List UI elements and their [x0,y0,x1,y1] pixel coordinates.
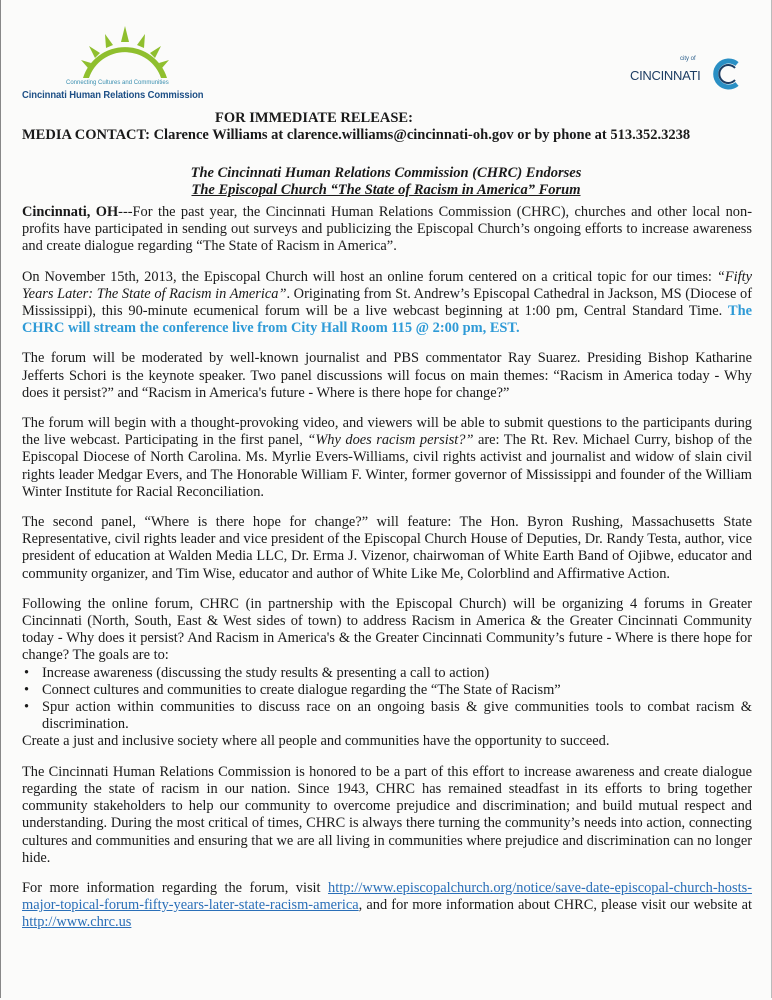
goal-item: • Connect cultures and communities to create dialogue regarding the “The State of Racism” [22,682,752,699]
stream-announcement: The CHRC will stream the conference live from City Hall Room 115 @ 2:00 pm, EST. [22,303,752,337]
press-release-title [0,165,772,199]
org-name: Cincinnati Human Relations Commission [22,89,204,101]
paragraph-event [22,269,752,338]
title-line-1: The Cincinnati Human Relations Commission (CHRC) Endorses [190,165,582,181]
paragraph-second-panel: The second panel, “Where is there hope for change?” will feature: The Hon. Byron Rushing, Massachusetts State Representative, civil rights leader and vice president of the Episcopal Church House of Deputies, Dr. Randy Testa, author, vice president of education at Walden Media LLC, Dr. Erma J. Vizenor, chairwoman of White Earth Band of Ojibwe, educator and community organizer, and Tim Wise, educator and author of White Like Me, Colorblind and Affirmative Action. [22,514,752,582]
paragraph-more-info [22,880,752,932]
release-header [0,110,772,144]
paragraph-chrc: The Cincinnati Human Relations Commission is honored to be a part of this effort to increase awareness and create dialogue regarding the state of racism in our nation. Since 1943, CHRC has remained steadfast in its efforts to bring together community stakeholders to help our community to overcome prejudice and discrimination; and build mutual respect and understanding. During the most critical of times, CHRC is always there turning the community’s needs into action, connecting cultures and communities and ensuring that we are all living in communities where prejudice and discrimination can no longer hide. [22,763,752,866]
release-label: FOR IMMEDIATE RELEASE: [215,110,413,126]
title-line-2: The Episcopal Church “The State of Racism in America” Forum [191,182,581,198]
sunburst-icon [75,26,175,81]
panel1-text-a: The forum will begin with a thought-provoking video, and viewers will be able to submit questions to the participants during the live webcast. Participating in the first panel, [22,415,752,449]
goal-item: • Spur action within communities to discuss race on an ongoing basis & give communities tools to combat racism & discrimination. [22,699,752,733]
city-name: CINCINNATI [630,68,701,83]
episcopal-forum-link[interactable]: http://www.episcopalchurch.org/notice/save-date-episcopal-church-hosts-major-topical-forum-fifty-years-later-state-racism-america [22,879,752,914]
paragraph-moderator: The forum will be moderated by well-known journalist and PBS commentator Ray Suarez. Presiding Bishop Katharine Jefferts Schori is the keynote speaker. Two panel discussions will focus on main themes: “Racism in America today - Why does it persist?” and “Racism in America's future - Where is there hope for change?” [22,350,752,401]
city-of-label: city of [680,56,696,62]
chrc-website-link[interactable]: http://www.chrc.us [22,914,132,931]
panel1-title: “Why does racism persist?” [307,432,474,449]
city-of-cincinnati-logo [628,56,748,96]
goal-closing: Create a just and inclusive society where all people and communities have the opportunity to succeed. [22,733,610,750]
event-text-b: . Originating from St. Andrew’s Episcopal Cathedral in Jackson, MS (Diocese of Mississippi), this 90-minute ecumenical forum will be a live webcast beginning at 1:00 pm, Central Standard Time. [22,285,753,320]
panel1-text-b: are: The Rt. Rev. Michael Curry, bishop of the Episcopal Diocese of North Carolina. Ms. Myrlie Evers-Williams, civil rights activist and journalist and widow of slain civil rights leader Medgar Evers, and The Honorable William F. Winter, former governor of Mississippi and founder of the William Winter Institute for Racial Reconciliation. [22,432,752,500]
dateline: Cincinnati, OH [22,204,119,220]
paragraph-local-forums: Following the online forum, CHRC (in partnership with the Episcopal Church) will be organizing 4 forums in Greater Cincinnati (North, South, East & West sides of town) to address Racism in America & the Greater Cincinnati Community today - Why does it persist? And Racism in America's & the Greater Cincinnati Community’s future - Where is there hope for change? The goals are to: [22,595,752,664]
logo-tagline: Connecting Cultures and Communities [66,80,169,86]
event-text-a: On November 15th, 2013, the Episcopal Church will host an online forum centered on a critical topic for our times: [22,268,717,285]
paragraph-first-panel [22,415,752,501]
event-title: “Fifty Years Later: The State of Racism in America” [22,268,752,302]
intro-text: ---For the past year, the Cincinnati Human Relations Commission (CHRC), churches and other local non-profits have participated in sending out surveys and publicizing the Episcopal Church’s ongoing efforts to increase awareness and create dialogue regarding “The State of Racism in America”. [22,204,752,255]
article-body [22,204,752,945]
chrc-logo [20,26,235,101]
media-contact: MEDIA CONTACT: Clarence Williams at clarence.williams@cincinnati-oh.gov or by phone at 513.352.3238 [22,127,691,143]
more-info-text-b: , and for more information about CHRC, please visit our website at [358,897,752,914]
more-info-text-a: For more information regarding the forum, visit [22,879,329,896]
paragraph-intro [22,204,752,256]
city-c-icon [713,58,741,90]
goals-list [22,665,752,734]
goal-item: • Increase awareness (discussing the study results & presenting a call to action) [22,665,752,682]
